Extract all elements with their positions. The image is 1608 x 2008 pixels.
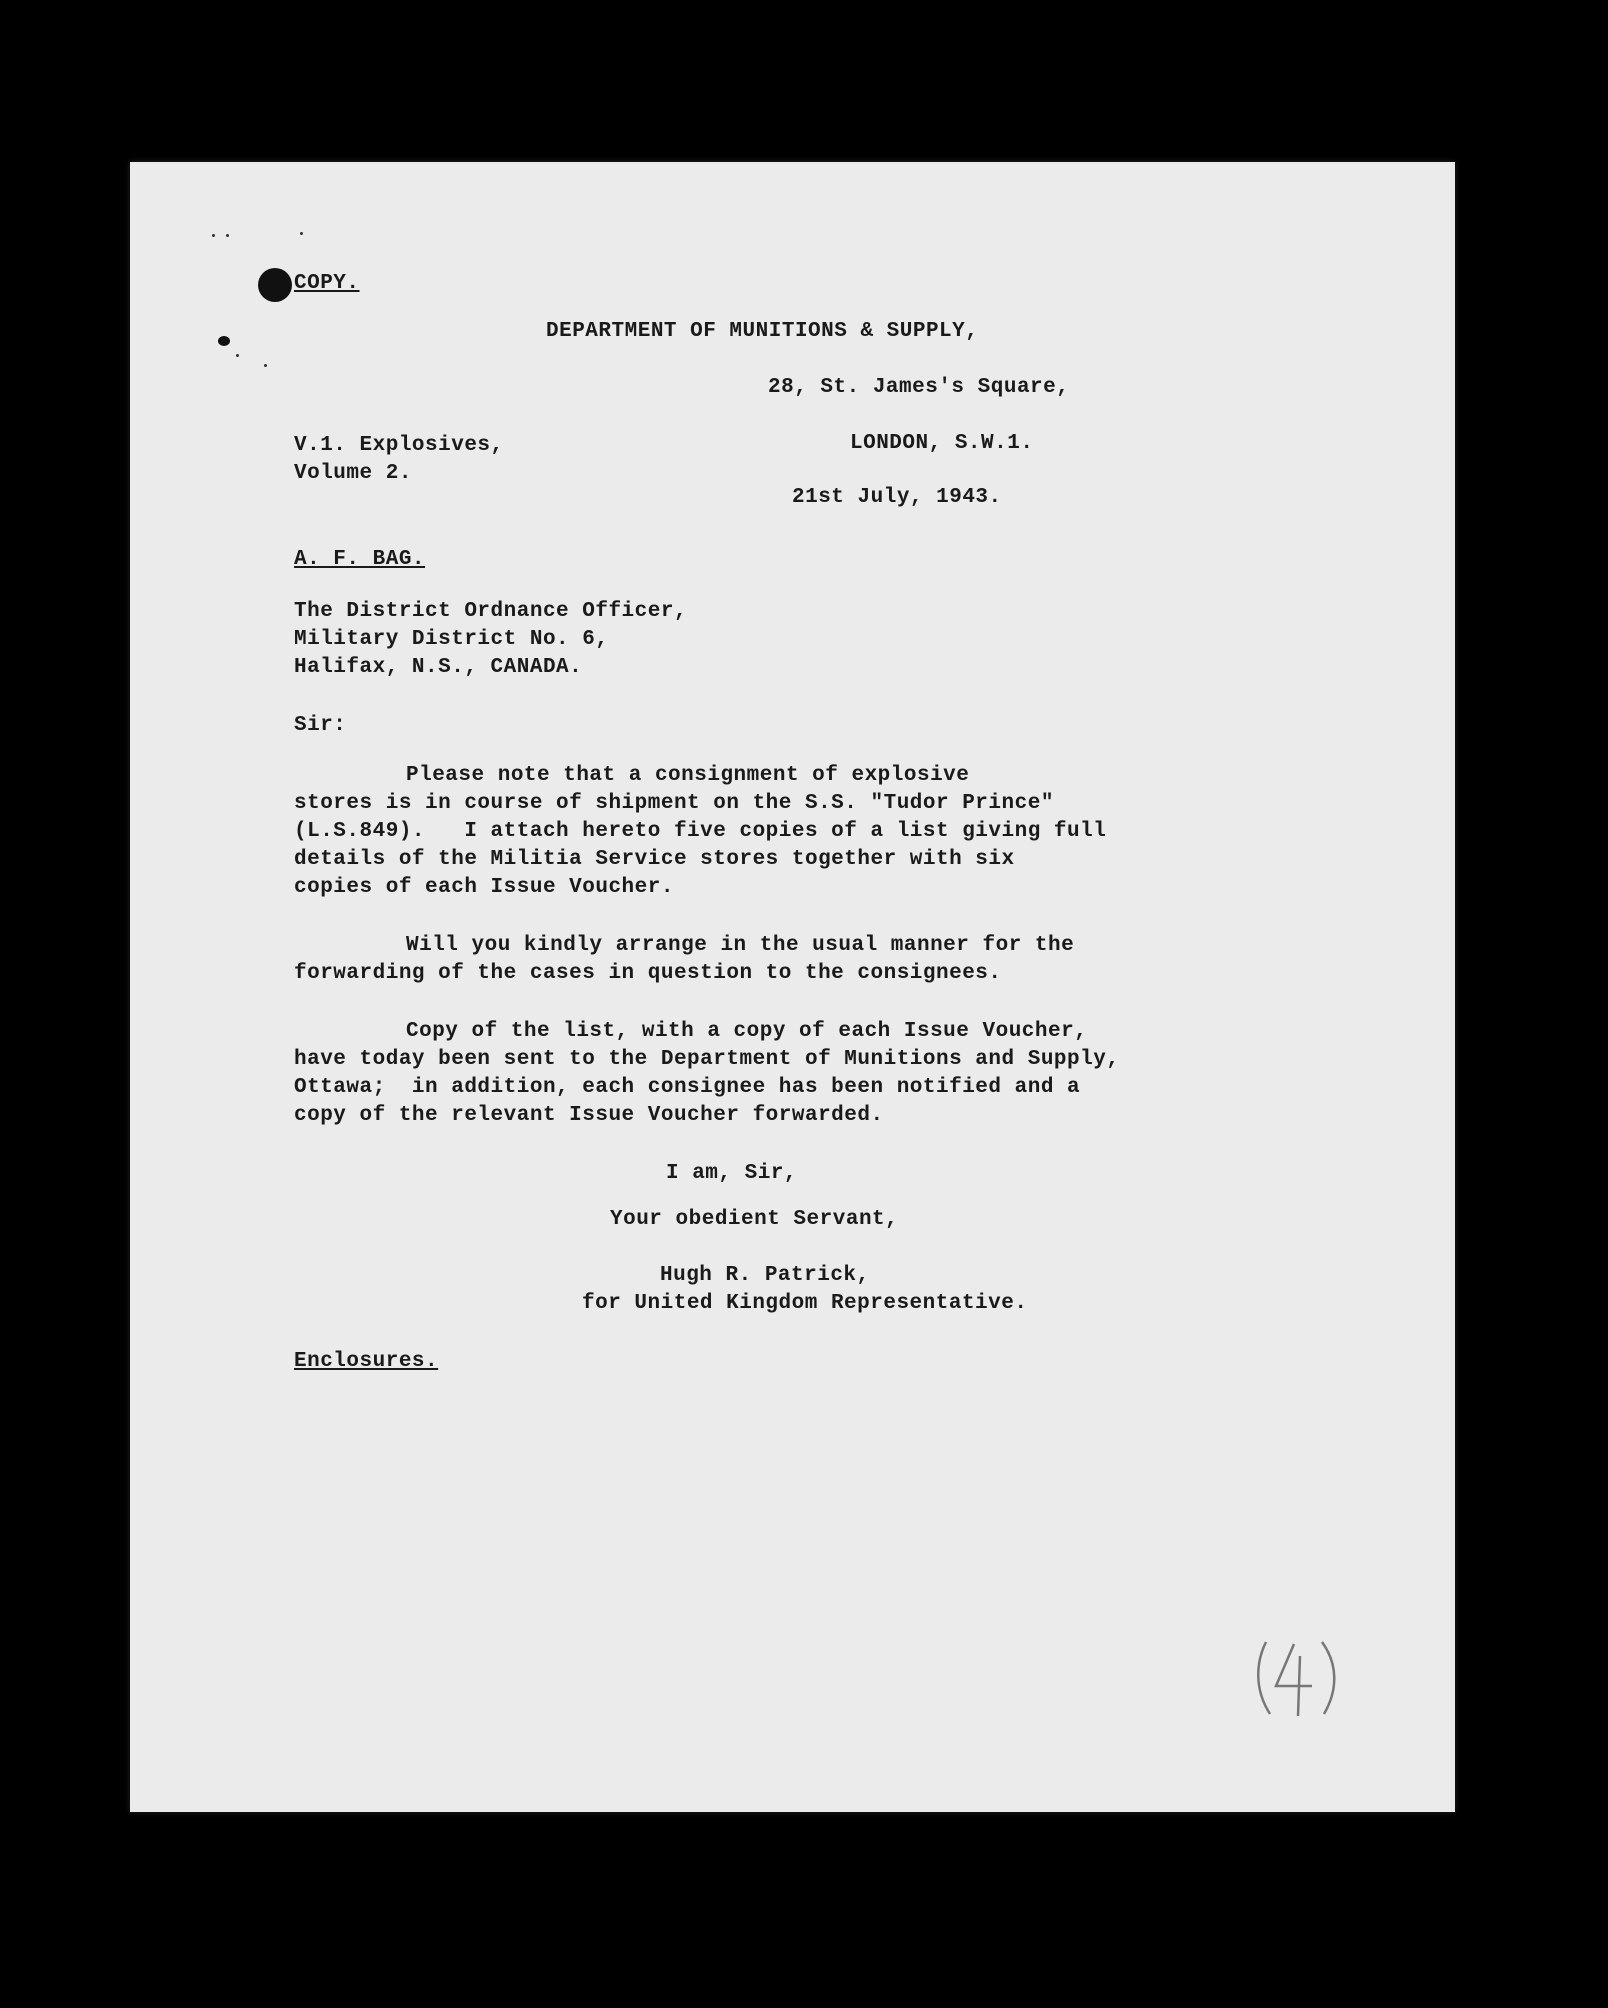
ink-blot [258, 268, 292, 302]
signer-name: Hugh R. Patrick, [660, 1264, 870, 1287]
reference-file: V.1. Explosives, [294, 434, 504, 457]
letterhead-city: LONDON, S.W.1. [850, 432, 1034, 455]
letterhead-street: 28, St. James's Square, [768, 376, 1070, 399]
body-paragraph-3-line: Copy of the list, with a copy of each Issue Voucher, [406, 1020, 1088, 1043]
letter-page [130, 162, 1455, 1812]
ink-speck [212, 234, 215, 237]
ink-blot [218, 336, 230, 346]
enclosures-label: Enclosures. [294, 1350, 439, 1373]
ink-speck [300, 232, 303, 235]
recipient-line-2: Military District No. 6, [294, 628, 609, 651]
ink-speck [226, 234, 229, 237]
recipient-line-3: Halifax, N.S., CANADA. [294, 656, 583, 679]
body-paragraph-1-line: copies of each Issue Voucher. [294, 876, 674, 899]
ink-speck [264, 364, 267, 367]
letterhead-department: DEPARTMENT OF MUNITIONS & SUPPLY, [546, 320, 979, 343]
body-paragraph-1-line: Please note that a consignment of explosive [406, 764, 970, 787]
copy-stamp: COPY. [294, 272, 360, 295]
signer-role: for United Kingdom Representative. [582, 1292, 1028, 1315]
body-paragraph-1-line: (L.S.849). I attach hereto five copies of a list giving full [294, 820, 1107, 843]
letter-date: 21st July, 1943. [792, 486, 1002, 509]
handwritten-page-number-drawing [1248, 1634, 1348, 1724]
reference-volume: Volume 2. [294, 462, 412, 485]
body-paragraph-2-line: forwarding of the cases in question to the consignees. [294, 962, 1002, 985]
recipient-line-1: The District Ordnance Officer, [294, 600, 688, 623]
closing-line-1: I am, Sir, [666, 1162, 798, 1185]
salutation: Sir: [294, 714, 347, 737]
body-paragraph-2-line: Will you kindly arrange in the usual manner for the [406, 934, 1075, 957]
body-paragraph-1-line: stores is in course of shipment on the S.S. "Tudor Prince" [294, 792, 1054, 815]
ink-speck [236, 354, 239, 357]
body-paragraph-3-line: have today been sent to the Department of Munitions and Supply, [294, 1048, 1120, 1071]
closing-line-2: Your obedient Servant, [610, 1208, 899, 1231]
body-paragraph-3-line: copy of the relevant Issue Voucher forwarded. [294, 1104, 884, 1127]
routing-line: A. F. BAG. [294, 548, 426, 571]
handwritten-page-number [1248, 1634, 1348, 1724]
body-paragraph-1-line: details of the Militia Service stores together with six [294, 848, 1015, 871]
body-paragraph-3-line: Ottawa; in addition, each consignee has been notified and a [294, 1076, 1081, 1099]
